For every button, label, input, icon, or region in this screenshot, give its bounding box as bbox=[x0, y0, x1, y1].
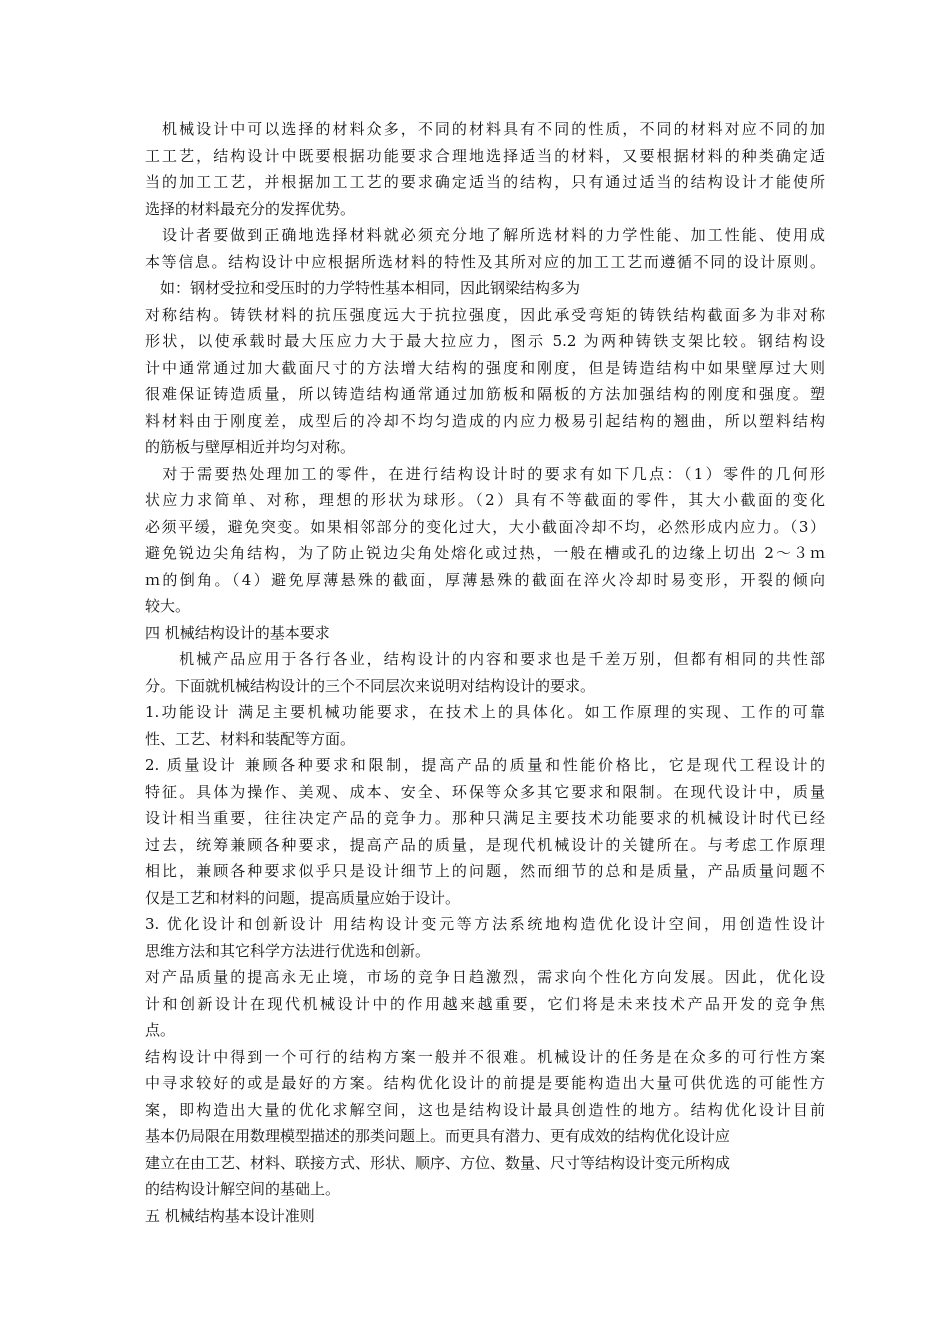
text-line: 料材料由于刚度差，成型后的冷却不均匀造成的内应力极易引起结构的翘曲，所以塑料结构 bbox=[145, 411, 825, 430]
text-line: 计和创新设计在现代机械设计中的作用越来越重要，它们将是未来技术产品开发的竞争焦 bbox=[145, 994, 825, 1013]
text-line: ｍ的倒角。（4）避免厚薄悬殊的截面，厚薄悬殊的截面在淬火冷却时易变形，开裂的倾向 bbox=[145, 570, 825, 589]
text-line: 设计者要做到正确地选择材料就必须充分地了解所选材料的力学性能、加工性能、使用成 bbox=[145, 226, 825, 244]
text-line: 过去，统筹兼顾各种要求，提高产品的质量，是现代机械设计的关键所在。与考虑工作原理 bbox=[145, 835, 825, 854]
text-line: 相比，兼顾各种要求似乎只是设计细节上的问题，然而细节的总和是质量，产品质量问题不 bbox=[145, 862, 825, 880]
text-line: 选择的材料最充分的发挥优势。 bbox=[145, 199, 356, 218]
text-line: 对称结构。铸铁材料的抗压强度远大于抗拉强度，因此承受弯矩的铸铁结构截面多为非对称 bbox=[145, 305, 825, 324]
text-line: 仅是工艺和材料的问题，提高质量应始于设计。 bbox=[145, 888, 461, 907]
text-line: 工工艺，结构设计中既要根据功能要求合理地选择适当的材料，又要根据材料的种类确定适 bbox=[145, 146, 825, 165]
text-line: 对于需要热处理加工的零件，在进行结构设计时的要求有如下几点：（1）零件的几何形 bbox=[145, 464, 825, 483]
text-line: 计中通常通过加大截面尺寸的方法增大结构的强度和刚度，但是铸造结构中如果壁厚过大则 bbox=[145, 358, 825, 377]
text-line: 形状，以使承载时最大压应力大于最大拉应力，图示 5.2 为两种铸铁支架比较。钢结构设 bbox=[145, 332, 825, 350]
section-heading: 五 机械结构基本设计准则 bbox=[145, 1206, 315, 1225]
text-line: 必须平缓，避免突变。如果相邻部分的变化过大，大小截面冷却不均，必然形成内应力。（3） bbox=[145, 517, 825, 536]
text-line: 避免锐边尖角结构，为了防止锐边尖角处熔化或过热，一般在槽或孔的边缘上切出 2～３ｍ bbox=[145, 544, 825, 562]
text-line: 对产品质量的提高永无止境，市场的竞争日趋激烈，需求向个性化方向发展。因此，优化设 bbox=[145, 968, 825, 986]
text-line: 案，即构造出大量的优化求解空间，这也是结构设计最具创造性的地方。结构优化设计目前 bbox=[145, 1100, 825, 1119]
document-body bbox=[145, 116, 825, 1229]
text-line: 性、工艺、材料和装配等方面。 bbox=[145, 729, 356, 748]
text-line: 的结构设计解空间的基础上。 bbox=[145, 1180, 341, 1198]
text-line: 当的加工工艺，并根据加工工艺的要求确定适当的结构，只有通过适当的结构设计才能使所 bbox=[145, 173, 825, 191]
text-line: 机械设计中可以选择的材料众多，不同的材料具有不同的性质，不同的材料对应不同的加 bbox=[145, 120, 825, 138]
text-line: 2. 质量设计 兼顾各种要求和限制，提高产品的质量和性能价格比，它是现代工程设计的 bbox=[145, 756, 825, 774]
text-line: 状应力求简单、对称，理想的形状为球形。（2）具有不等截面的零件，其大小截面的变化 bbox=[145, 491, 825, 509]
text-line: 本等信息。结构设计中应根据所选材料的特性及其所对应的加工工艺而遵循不同的设计原则。 bbox=[145, 252, 825, 271]
text-line: 很难保证铸造质量，所以铸造结构通常通过加筋板和隔板的方法加强结构的刚度和强度。塑 bbox=[145, 385, 825, 403]
text-line: 机械产品应用于各行各业，结构设计的内容和要求也是千差万别，但都有相同的共性部 bbox=[145, 650, 825, 668]
text-line: 思维方法和其它科学方法进行优选和创新。 bbox=[145, 941, 431, 960]
text-line: 中寻求较好的或是最好的方案。结构优化设计的前提是要能构造出大量可供优选的可能性方 bbox=[145, 1074, 825, 1092]
text-line: 分。下面就机械结构设计的三个不同层次来说明对结构设计的要求。 bbox=[145, 676, 596, 695]
text-line: 基本仍局限在用数理模型描述的那类问题上。而更具有潜力、更有成效的结构优化设计应 bbox=[145, 1127, 731, 1145]
text-line: 1.功能设计 满足主要机械功能要求，在技术上的具体化。如工作原理的实现、工作的可靠 bbox=[145, 703, 825, 721]
text-line: 3. 优化设计和创新设计 用结构设计变元等方法系统地构造优化设计空间，用创造性设计 bbox=[145, 915, 825, 933]
text-line: 设计相当重要，往往决定产品的竞争力。那种只满足主要技术功能要求的机械设计时代已经 bbox=[145, 809, 825, 827]
text-line: 如：钢材受拉和受压时的力学特性基本相同，因此钢梁结构多为 bbox=[145, 279, 581, 297]
section-heading: 四 机械结构设计的基本要求 bbox=[145, 623, 330, 642]
text-line: 的筋板与壁厚相近并均匀对称。 bbox=[145, 438, 356, 456]
text-line: 建立在由工艺、材料、联接方式、形状、顺序、方位、数量、尺寸等结构设计变元所构成 bbox=[145, 1153, 731, 1172]
text-line: 结构设计中得到一个可行的结构方案一般并不很难。机械设计的任务是在众多的可行性方案 bbox=[145, 1047, 825, 1066]
text-line: 特征。具体为操作、美观、成本、安全、环保等众多其它要求和限制。在现代设计中，质量 bbox=[145, 782, 825, 801]
text-line: 较大。 bbox=[145, 597, 191, 615]
text-line: 点。 bbox=[145, 1021, 176, 1039]
